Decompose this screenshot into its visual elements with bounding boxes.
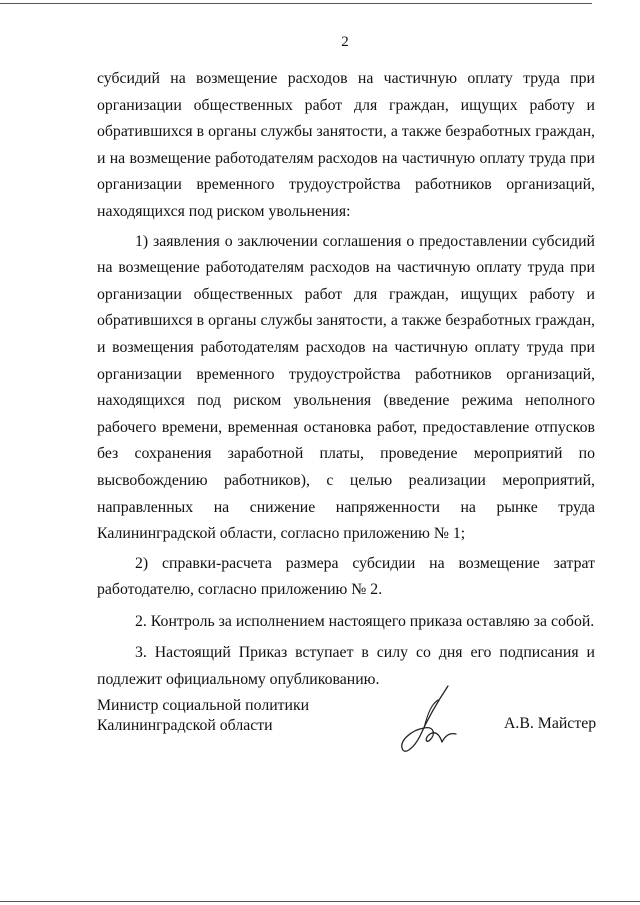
bottom-edge-line bbox=[0, 901, 640, 902]
paragraph-item-1: 1) заявления о заключении соглашения о предоставлении субсидий на возмещение работодателям расходов на частичную оплату труда при организации общественных работ для граждан, ищущих работу и обратившихся в органы службы занятости, а также безработных граждан, и возмещения работодателям расходов на частичную оплату труда при организации временного трудоустройства работников организаций, находящихся под риском увольнения (введение режима неполного рабочего времени, временная остановка работ, предоставление отпусков без сохранения заработной платы, проведение мероприятий по высвобождению работников), с целью реализации мероприятий, направленных на снижение напряженности на рынке труда Калининградской области, согласно приложению № 1; bbox=[97, 232, 595, 543]
page-number: 2 bbox=[341, 34, 349, 50]
paragraph-continuation: субсидий на возмещение расходов на частичную оплату труда при организации общественных работ для граждан, ищущих работу и обратившихся в органы службы занятости, а также безработных граждан, и на возмещение работодателям расходов на частичную оплату труда при организации временного трудоустройства работников организаций, находящихся под риском увольнения: bbox=[97, 70, 595, 220]
signatory-title-line-2: Калининградской области bbox=[97, 717, 273, 734]
document-body bbox=[97, 66, 595, 694]
signatory-name: А.В. Майстер bbox=[504, 715, 597, 732]
handwritten-signature bbox=[394, 682, 464, 762]
paragraph-control: 2. Контроль за исполнением настоящего приказа оставляю за собой. bbox=[135, 612, 595, 630]
signatory-title bbox=[97, 696, 309, 736]
signatory-title-line-1: Министр социальной политики bbox=[97, 697, 310, 714]
paragraph-effective: 3. Настоящий Приказ вступает в силу со дня его подписания и подлежит официальному опубликованию. bbox=[97, 644, 595, 689]
paragraph-item-2: 2) справки-расчета размера субсидии на возмещение затрат работодателю, согласно приложению № 2. bbox=[97, 554, 595, 599]
top-edge-line bbox=[0, 3, 592, 4]
